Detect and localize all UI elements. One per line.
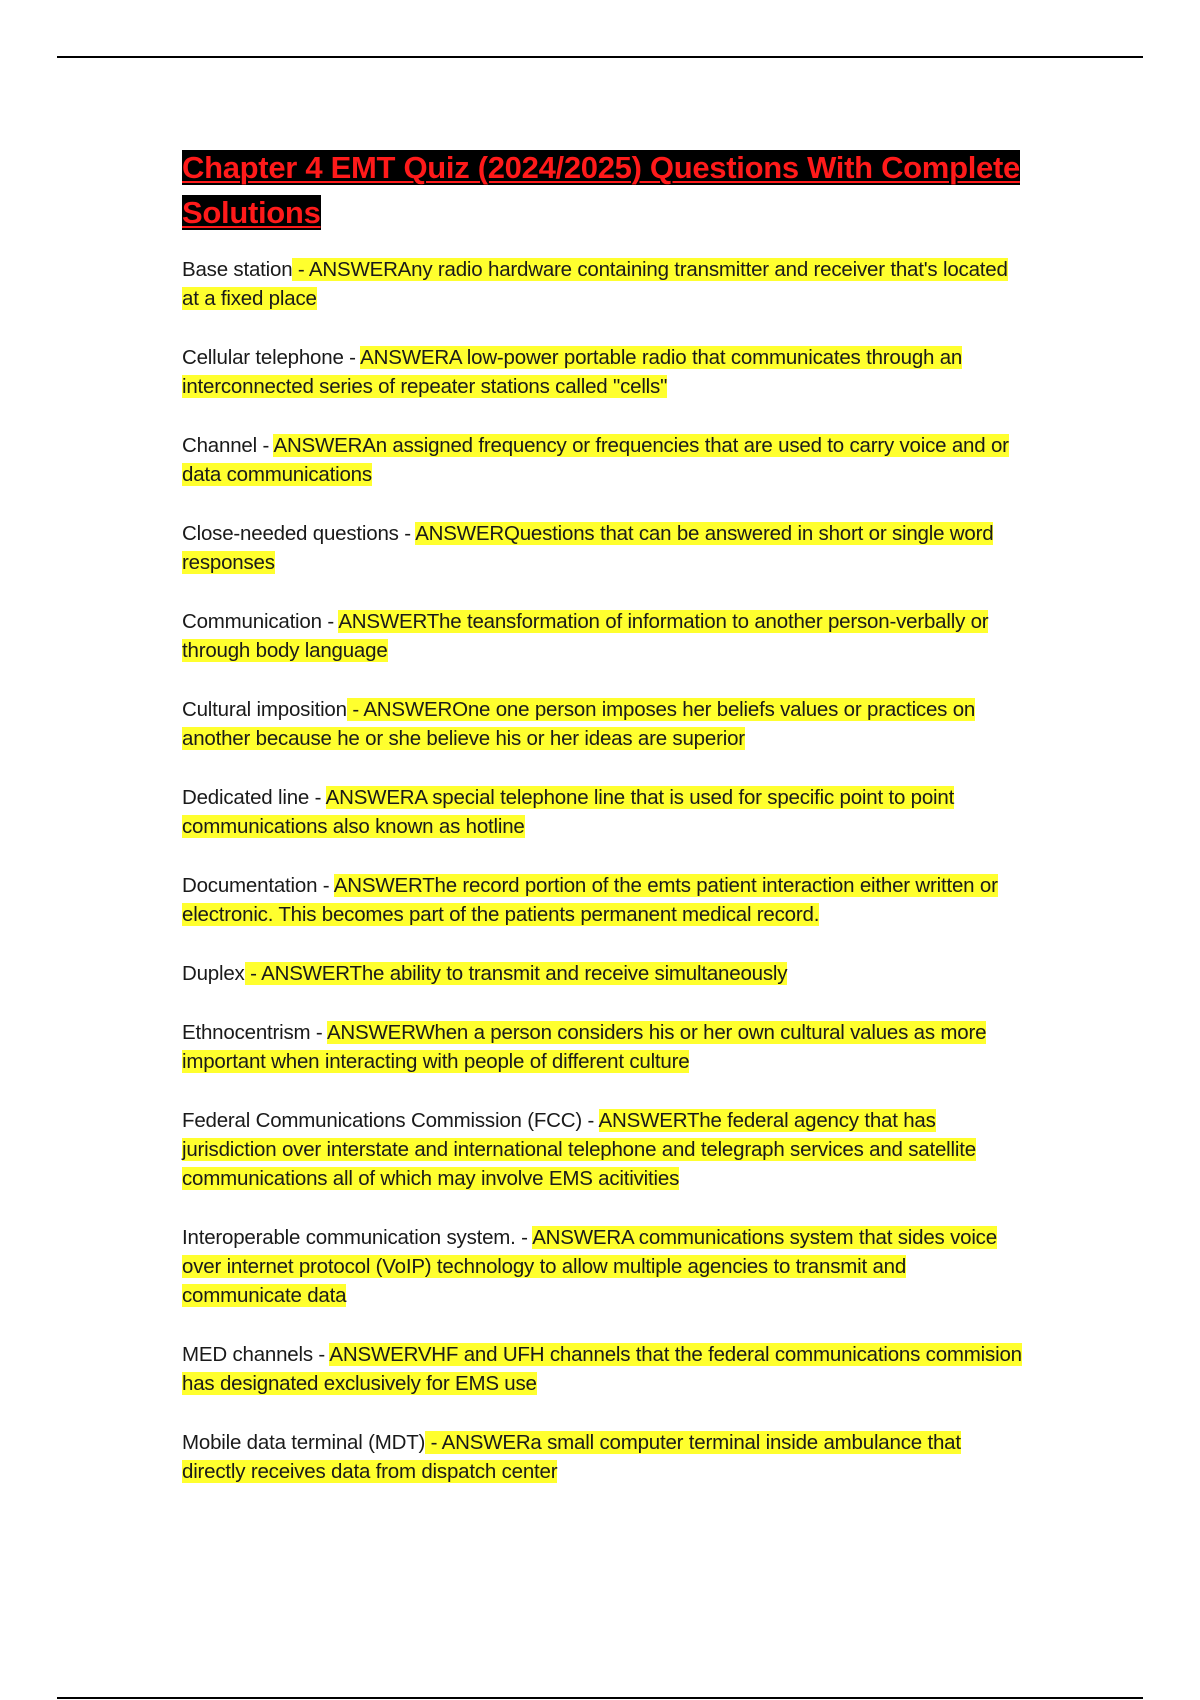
entry-term: Cellular telephone <box>182 346 344 369</box>
document-body <box>182 145 1022 1516</box>
entry-term: MED channels <box>182 1343 313 1366</box>
entry-med-channels <box>182 1340 1022 1398</box>
entry-answer: ANSWERA communications system that sides voice over internet protocol (VoIP) technology to allow multiple agencies to transmit and communicate data <box>182 1226 997 1307</box>
entry-separator: - <box>515 1226 533 1249</box>
entry-ethnocentrism <box>182 1018 1022 1076</box>
entry-answer: ANSWERWhen a person considers his or her own cultural values as more important when interacting with people of different culture <box>182 1021 987 1073</box>
entry-answer: ANSWERA low-power portable radio that communicates through an interconnected series of repeater stations called "cells" <box>182 346 963 398</box>
entry-interoperable-communication-system <box>182 1223 1022 1310</box>
entry-answer: ANSWERThe federal agency that has jurisdiction over interstate and international telephone and telegraph services and satellite communications all of which may involve EMS acitivities <box>182 1109 976 1190</box>
entry-answer: ANSWERVHF and UFH channels that the federal communications commision has designated exclusively for EMS use <box>182 1343 1022 1395</box>
entry-answer: - ANSWEROne one person imposes her beliefs values or practices on another because he or she believe his or her ideas are superior <box>182 698 976 750</box>
entry-communication <box>182 607 1022 665</box>
entry-separator: - <box>310 1021 327 1044</box>
entry-term: Communication <box>182 610 322 633</box>
entry-fcc <box>182 1106 1022 1193</box>
entry-separator: - <box>398 522 416 545</box>
entry-cultural-imposition <box>182 695 1022 753</box>
entry-separator: - <box>309 786 326 809</box>
entry-answer: ANSWERQuestions that can be answered in short or single word responses <box>182 522 994 574</box>
entry-separator: - <box>582 1109 599 1132</box>
document-title-text: Chapter 4 EMT Quiz (2024/2025) Questions With Complete Solutions <box>182 150 1020 230</box>
entry-separator: - <box>321 610 339 633</box>
entry-term: Cultural imposition <box>182 698 347 721</box>
entry-term: Mobile data terminal (MDT) <box>182 1431 426 1454</box>
entry-answer: - ANSWERa small computer terminal inside ambulance that directly receives data from dispatch center <box>182 1431 961 1483</box>
bottom-rule <box>57 1697 1143 1699</box>
entry-duplex <box>182 959 1022 988</box>
entry-separator: - <box>256 434 274 457</box>
entry-answer: - ANSWERThe ability to transmit and receive simultaneously <box>244 962 788 985</box>
entry-term: Dedicated line <box>182 786 310 809</box>
entry-term: Channel <box>182 434 257 457</box>
entry-separator: - <box>317 874 334 897</box>
entry-documentation <box>182 871 1022 929</box>
entry-answer: ANSWERA special telephone line that is used for specific point to point communications also known as hotline <box>182 786 955 838</box>
entry-base-station <box>182 255 1022 313</box>
entry-term: Interoperable communication system. <box>182 1226 516 1249</box>
entry-separator: - <box>312 1343 330 1366</box>
entry-answer: ANSWERThe teansformation of information to another person-verbally or through body language <box>182 610 989 662</box>
entry-term: Federal Communications Commission (FCC) <box>182 1109 583 1132</box>
entry-term: Base station <box>182 258 293 281</box>
entry-term: Close-needed questions <box>182 522 399 545</box>
document-title <box>182 145 1022 235</box>
top-rule <box>57 56 1143 58</box>
entry-answer: - ANSWERAny radio hardware containing transmitter and receiver that's located at a fixed place <box>182 258 1008 310</box>
entry-cellular-telephone <box>182 343 1022 401</box>
entry-channel <box>182 431 1022 489</box>
entry-term: Documentation <box>182 874 318 897</box>
entry-close-needed-questions <box>182 519 1022 577</box>
entry-term: Duplex <box>182 962 245 985</box>
entry-dedicated-line <box>182 783 1022 841</box>
entry-separator: - <box>343 346 361 369</box>
entry-term: Ethnocentrism <box>182 1021 311 1044</box>
entry-answer: ANSWERAn assigned frequency or frequencies that are used to carry voice and or data communications <box>182 434 1009 486</box>
entry-mobile-data-terminal <box>182 1428 1022 1486</box>
entry-answer: ANSWERThe record portion of the emts patient interaction either written or electronic. This becomes part of the patients permanent medical record. <box>182 874 998 926</box>
